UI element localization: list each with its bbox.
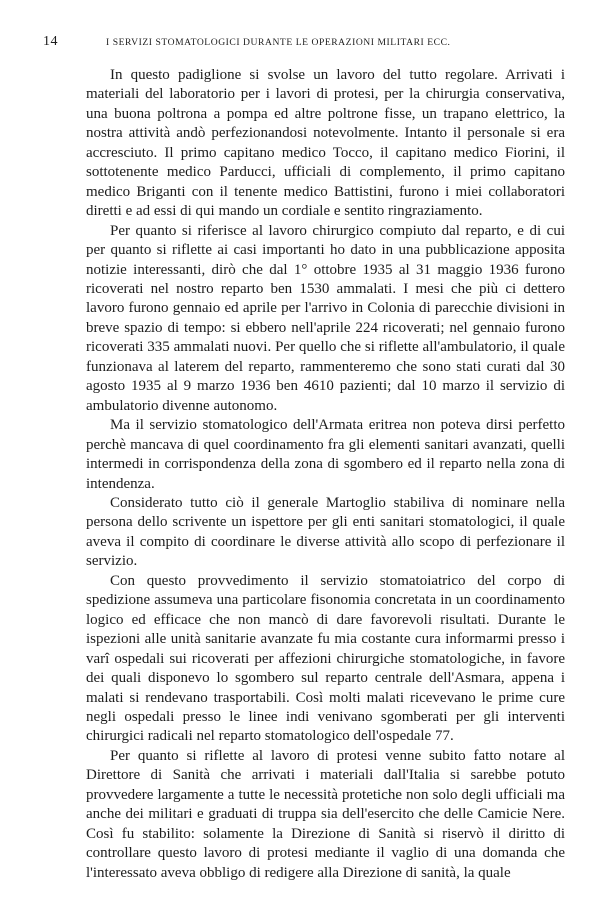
paragraph: In questo padiglione si svolse un lavoro del tutto regolare. Arrivati i materiali del laboratorio per i lavori di protesi, per la chirurgia conservativa, una buona poltrona a pompa ed altre poltrone fisse, un trapano elettrico, la nostra attività andò perfezionandosi notevolmente. Intanto il personale si era accresciuto. Il primo capitano medico Tocco, il capitano medico Fiorini, il sottotenente medico Parducci, ufficiali di complemento, il primo capitano medico Briganti con il tenente medico Battistini, furono i miei collaboratori diretti e ad essi di qui mando un cordiale e sentito ringraziamento. (86, 67, 565, 220)
paragraph: Considerato tutto ciò il generale Martoglio stabiliva di nominare nella persona dello scrivente un ispettore per gli enti sanitari stomatologici, il quale aveva il compito di coordinare le diverse attività allo scopo di perfezionare il servizio. (86, 494, 565, 570)
paragraph: Ma il servizio stomatologico dell'Armata eritrea non poteva dirsi perfetto perchè mancava di quel coordinamento fra gli elementi sanitari avanzati, quelli intermedi in corrispondenza della zona di sgombero ed il reparto nella zona di intendenza. (86, 417, 565, 492)
paragraph: Con questo provvedimento il servizio stomatoiatrico del corpo di spedizione assumeva una particolare fisonomia concretata in un coordinamento logico ed efficace che non mancò di dare favorevoli risultati. Durante le ispezioni alle unità sanitarie avanzate fu mia costante cura informarmi presso i varî ospedali sui ricoverati per affezioni chirurgiche stomatologiche, in favore dei quali disponevo lo sgombero sul reparto centrale dell'Asmara, appena i malati si rendevano trasportabili. Così molti malati ricevevano le prime cure negli ospedali presso le linee indi venivano sgomberati per gli interventi chirurgici radicali nel reparto stomatologico dell'ospedale 77. (86, 572, 565, 745)
page-number: 14 (43, 34, 58, 49)
paragraph: Per quanto si riflette al lavoro di protesi venne subito fatto notare al Direttore di Sanità che arrivati i materiali dall'Italia si sarebbe potuto provvedere largamente a tutte le necessità protetiche non solo degli ufficiali ma anche dei militari e graduati di truppa sia dell'esercito che delle Camicie Nere. Così fu stabilito: solamente la Direzione di Sanità si riservò il diritto di controllare questo lavoro di protesi mediante il vaglio di una domanda che l'interessato aveva obbligo di redigere alla Direzione di sanità, la quale (86, 747, 565, 881)
running-title: I SERVIZI STOMATOLOGICI DURANTE LE OPERAZIONI MILITARI ECC. (106, 37, 451, 48)
paragraph: Per quanto si riferisce al lavoro chirurgico compiuto dal reparto, e di cui per quanto si riflette ai casi importanti ho dato in una pubblicazione apposita notizie interessanti, dirò che dal 1° ottobre 1935 al 31 maggio 1936 furono ricoverati nel nostro reparto ben 1530 ammalati. I mesi che più ci dettero lavoro furono gennaio ed aprile per l'arrivo in Colonia di parecchie divisioni in breve spazio di tempo: si ebbero nell'aprile 224 ricoverati; nel gennaio furono ricoverati 335 ammalati nuovi. Per quello che si riflette all'ambulatorio, il quale funzionava al laterem del reparto, rammenteremo che sono stati curati dal 30 agosto 1935 al 9 marzo 1936 ben 4610 pazienti; dal 10 marzo il servizio di ambulatorio divenne autonomo. (86, 222, 565, 414)
body-text (86, 66, 565, 883)
page-header (43, 36, 562, 52)
